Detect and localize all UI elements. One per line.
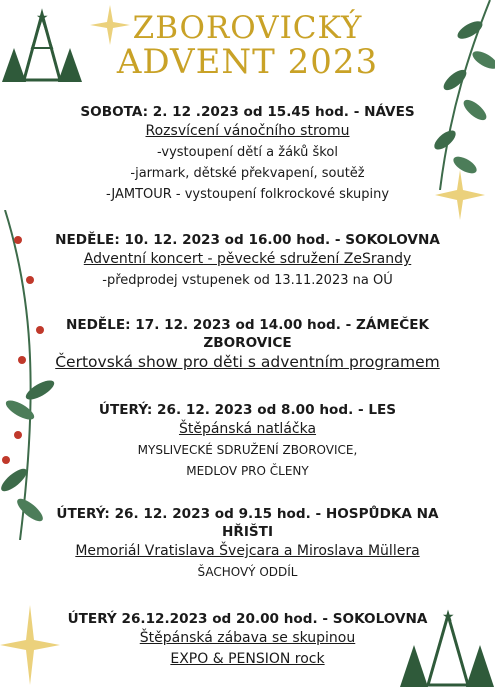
event-3 — [0, 316, 495, 373]
event-title: Čertovská show pro děti s adventním programem — [55, 353, 440, 371]
event-title: Rozsvícení vánočního stromu — [145, 123, 350, 139]
event-detail: MEDLOV PRO ČLENY — [186, 464, 309, 478]
event-4 — [0, 401, 495, 482]
event-detail: -vystoupení dětí a žáků škol — [157, 145, 338, 160]
event-detail: MYSLIVECKÉ SDRUŽENÍ ZBOROVICE, — [137, 443, 358, 457]
event-2 — [0, 231, 495, 291]
event-title: Štěpánská zábava se skupinou — [139, 630, 356, 646]
event-title: Memoriál Vratislava Švejcara a Miroslava Müllera — [75, 543, 420, 559]
event-heading-line2: ZBOROVICE — [203, 335, 292, 351]
event-heading-line1: NEDĚLE: 17. 12. 2023 od 14.00 hod. - ZÁMEČEK — [65, 317, 430, 333]
event-title: Štěpánská natláčka — [178, 421, 317, 437]
event-heading: ÚTERÝ: 26. 12. 2023 od 8.00 hod. - LES — [98, 402, 397, 418]
event-detail: -předprodej vstupenek od 13.11.2023 na OÚ — [102, 273, 393, 288]
event-heading: SOBOTA: 2. 12 .2023 od 15.45 hod. - NÁVES — [80, 104, 415, 120]
event-heading-line2: HŘIŠTI — [221, 524, 274, 540]
event-1 — [0, 103, 495, 205]
svg-text:★: ★ — [442, 609, 455, 625]
event-heading-line1: ÚTERÝ: 26. 12. 2023 od 9.15 hod. - HOSPŮDKA NA — [56, 506, 439, 522]
event-6 — [0, 610, 495, 670]
event-detail: ŠACHOVÝ ODDÍL — [197, 565, 298, 579]
poster-title-line2: ADVENT 2023 — [116, 42, 379, 82]
poster-title-line1: ZBOROVICKÝ — [132, 10, 363, 46]
event-title: Adventní koncert - pěvecké sdružení ZeSrandy — [83, 251, 412, 267]
event-title-line2: EXPO & PENSION rock — [170, 651, 325, 667]
event-heading: ÚTERÝ 26.12.2023 od 20.00 hod. - SOKOLOVNA — [67, 611, 428, 627]
event-detail: -jarmark, dětské překvapení, soutěž — [130, 166, 365, 181]
event-5 — [0, 505, 495, 583]
svg-text:★: ★ — [36, 10, 49, 26]
event-heading: NEDĚLE: 10. 12. 2023 od 16.00 hod. - SOKOLOVNA — [55, 232, 440, 248]
event-detail: -JAMTOUR - vystoupení folkrockové skupiny — [105, 187, 390, 202]
